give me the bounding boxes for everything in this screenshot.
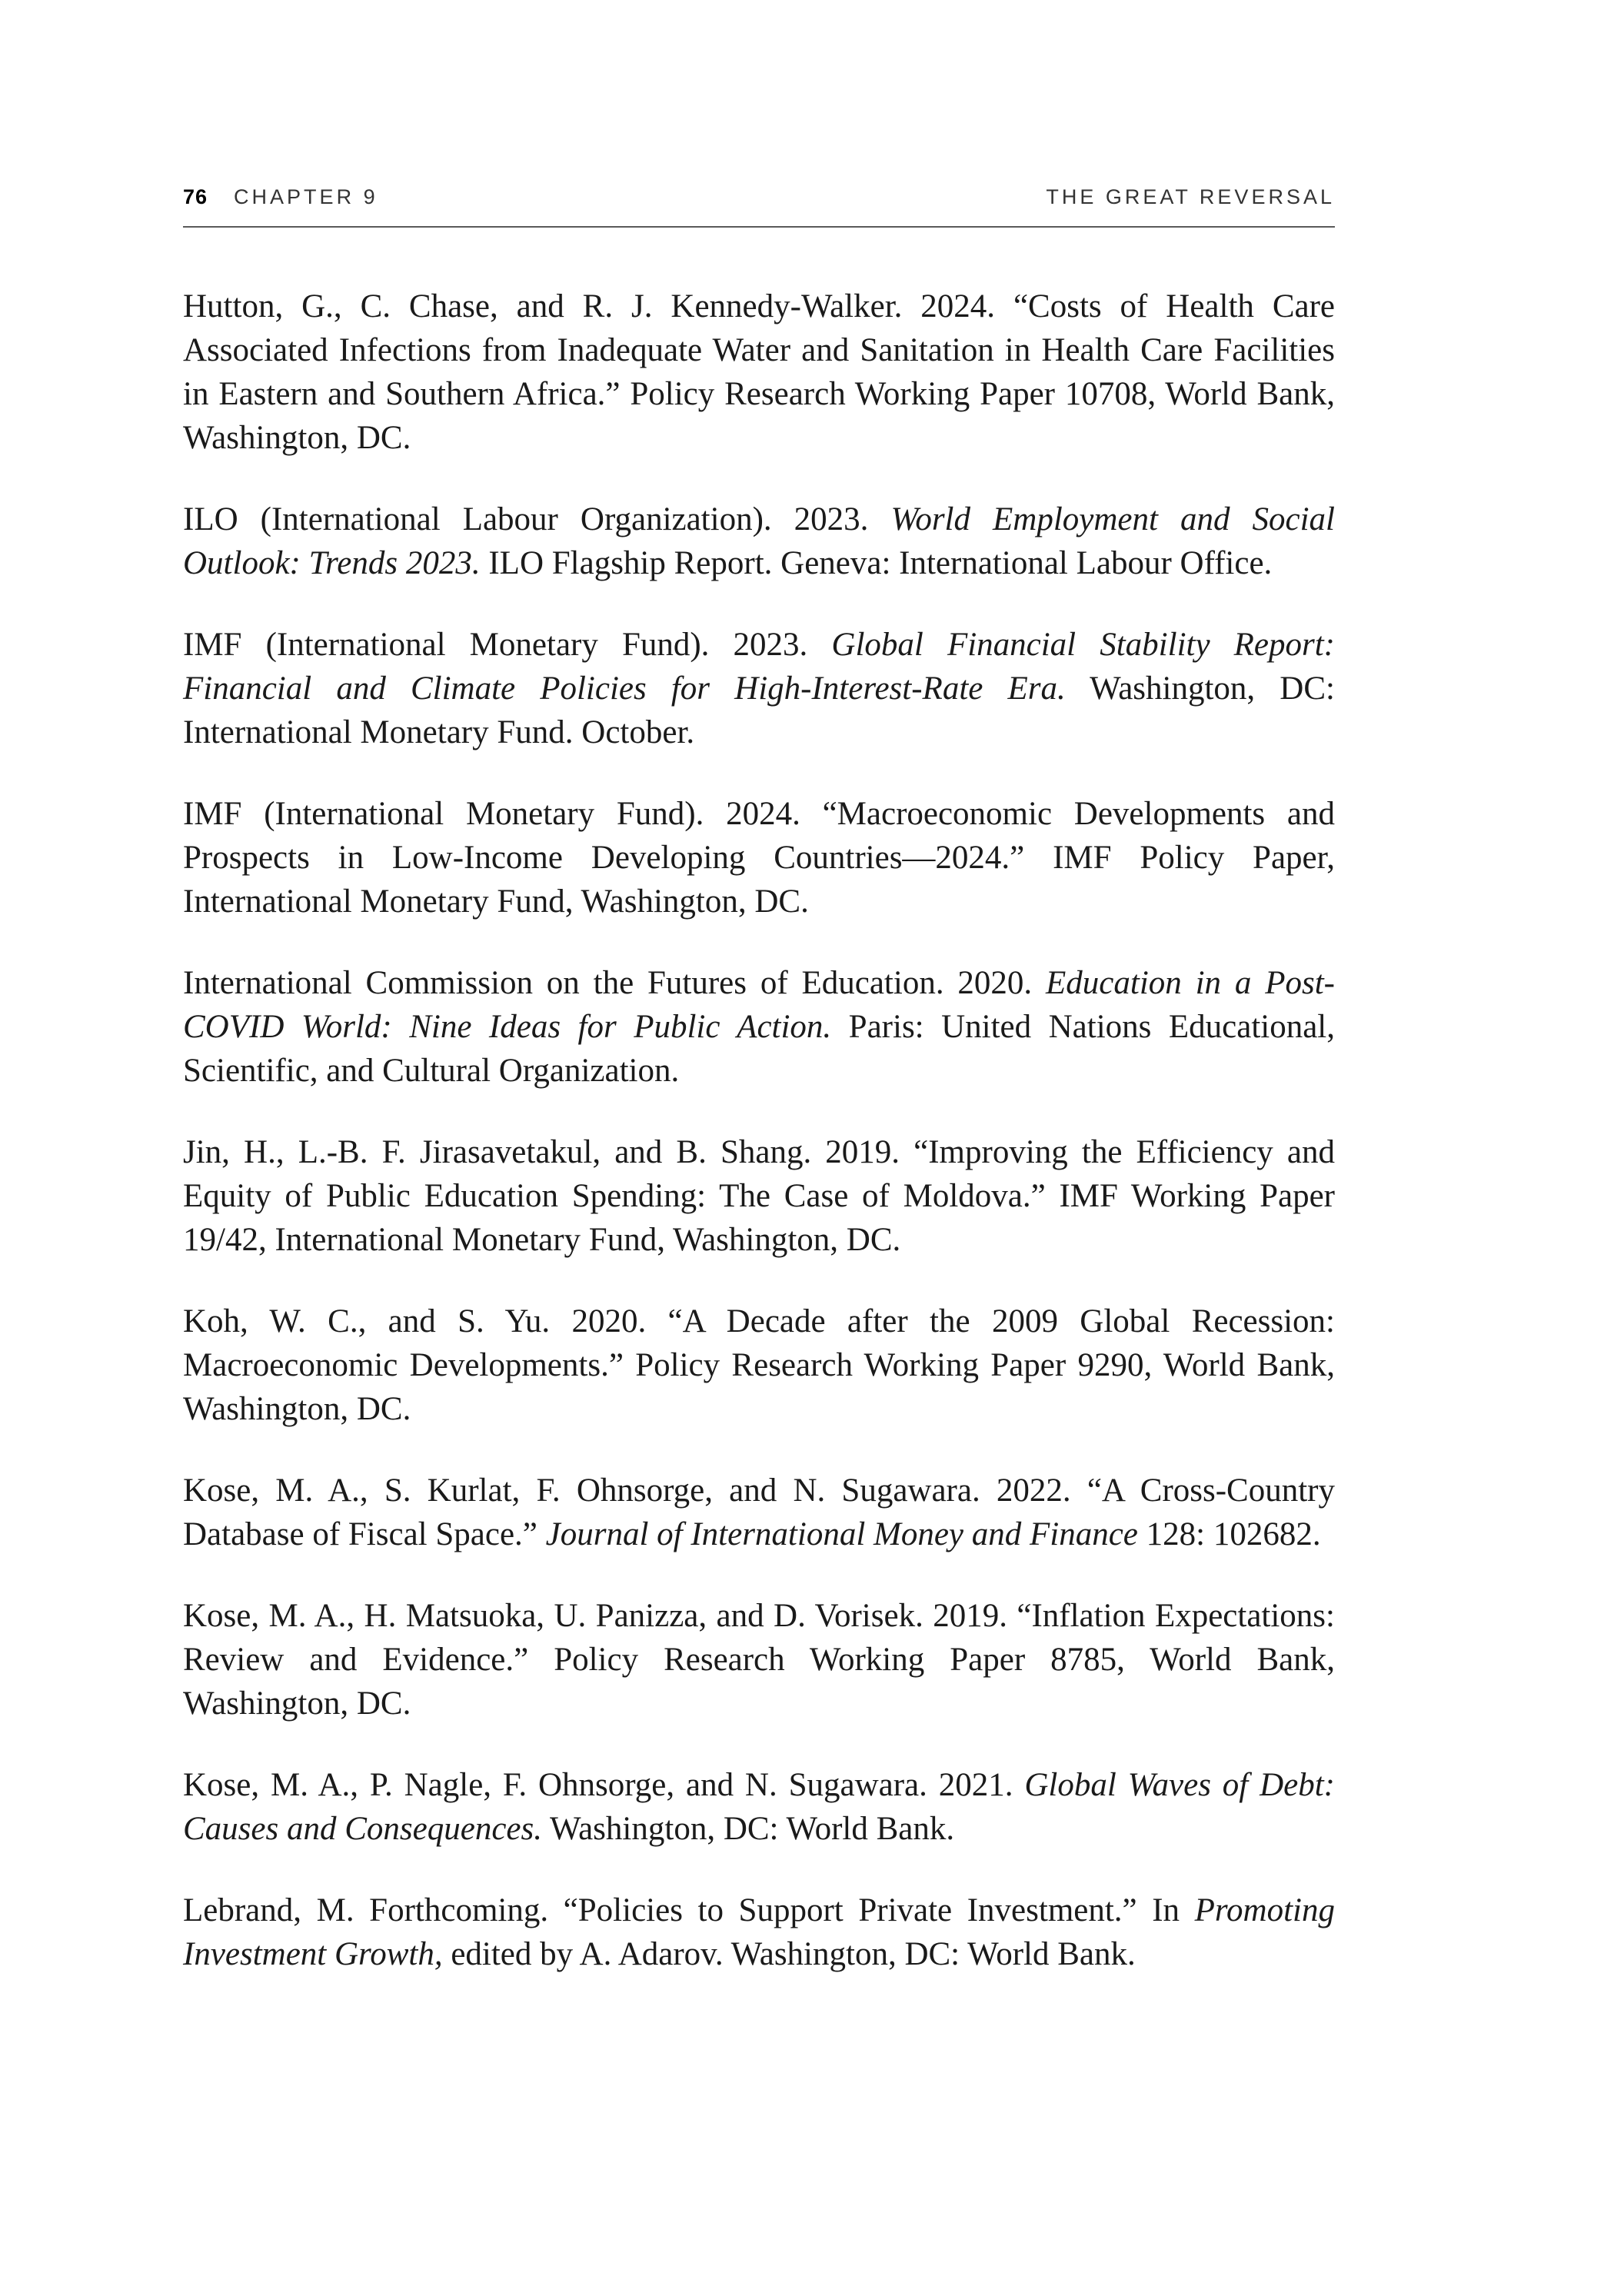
reference-entry [183, 1763, 1335, 1851]
reference-text: Kose, M. A., P. Nagle, F. Ohnsorge, and N. Sugawara. 2021. [183, 1767, 1025, 1803]
reference-title-italic: Global Financial Stability Report: Financial and Climate Policies for High-Interest-Rate Era. [183, 627, 1336, 707]
reference-title-italic: Journal of International Money and Finance [545, 1516, 1138, 1552]
reference-text: ILO (International Labour Organization). 2023. [183, 501, 891, 537]
reference-entry [183, 792, 1335, 923]
reference-text: Kose, M. A., S. Kurlat, F. Ohnsorge, and N. Sugawara. 2022. “A Cross-Country Database of Fiscal Space.” [183, 1472, 1335, 1552]
reference-text: edited by A. Adarov. Washington, DC: World Bank. [442, 1936, 1136, 1972]
reference-text: International Commission on the Futures of Education. 2020. [183, 965, 1047, 1001]
running-header [183, 181, 1335, 212]
reference-text: Jin, H., L.-B. F. Jirasavetakul, and B. Shang. 2019. “Improving the Efficiency and Equity of Public Education Spending: The Case of Moldova.” IMF Working Paper 19/42, International Monetary Fund, Washington, DC. [183, 1134, 1335, 1258]
reference-title-italic: Promoting Investment Growth, [183, 1892, 1335, 1972]
reference-text: IMF (International Monetary Fund). 2023. [183, 627, 832, 663]
reference-entry [183, 285, 1335, 460]
reference-title-italic: Education in a Post-COVID World: Nine Ideas for Public Action. [183, 965, 1335, 1045]
reference-list [183, 285, 1335, 2014]
reference-entry [183, 1594, 1335, 1725]
reference-text: Hutton, G., C. Chase, and R. J. Kennedy-Walker. 2024. “Costs of Health Care Associated Infections from Inadequate Water and Sanitation in Health Care Facilities in Eastern and Southern Africa.” Policy Research Working Paper 10708, World Bank, Washington, DC. [183, 288, 1335, 456]
reference-entry [183, 1130, 1335, 1262]
reference-entry [183, 1469, 1335, 1556]
reference-text: Kose, M. A., H. Matsuoka, U. Panizza, and D. Vorisek. 2019. “Inflation Expectations: Review and Evidence.” Policy Research Working Paper 8785, World Bank, Washington, DC. [183, 1598, 1335, 1722]
reference-entry [183, 1888, 1335, 1976]
reference-text: IMF (International Monetary Fund). 2024. “Macroeconomic Developments and Prospects in Low-Income Developing Countries—2024.” IMF Policy Paper, International Monetary Fund, Washington, DC. [183, 796, 1335, 920]
reference-text: ILO Flagship Report. Geneva: International Labour Office. [480, 545, 1273, 581]
reference-text: Koh, W. C., and S. Yu. 2020. “A Decade after the 2009 Global Recession: Macroeconomic Developments.” Policy Research Working Paper 9290, World Bank, Washington, DC. [183, 1303, 1335, 1427]
page-number: 76 [183, 185, 208, 208]
reference-entry [183, 1299, 1335, 1431]
chapter-label: CHAPTER 9 [234, 185, 378, 208]
book-title: THE GREAT REVERSAL [1046, 185, 1335, 208]
reference-title-italic: Global Waves of Debt: Causes and Consequences. [183, 1767, 1335, 1847]
reference-text: Lebrand, M. Forthcoming. “Policies to Support Private Investment.” In [183, 1892, 1195, 1928]
reference-entry [183, 497, 1335, 585]
reference-entry [183, 961, 1335, 1093]
reference-text: Paris: United Nations Educational, Scientific, and Cultural Organization. [183, 1009, 1336, 1089]
reference-text: Washington, DC: International Monetary Fund. October. [183, 670, 1335, 750]
reference-text: 128: 102682. [1137, 1516, 1321, 1552]
reference-text: Washington, DC: World Bank. [541, 1811, 955, 1847]
reference-title-italic: World Employment and Social Outlook: Trends 2023. [183, 501, 1335, 581]
header-divider [183, 226, 1335, 228]
reference-entry [183, 623, 1335, 754]
